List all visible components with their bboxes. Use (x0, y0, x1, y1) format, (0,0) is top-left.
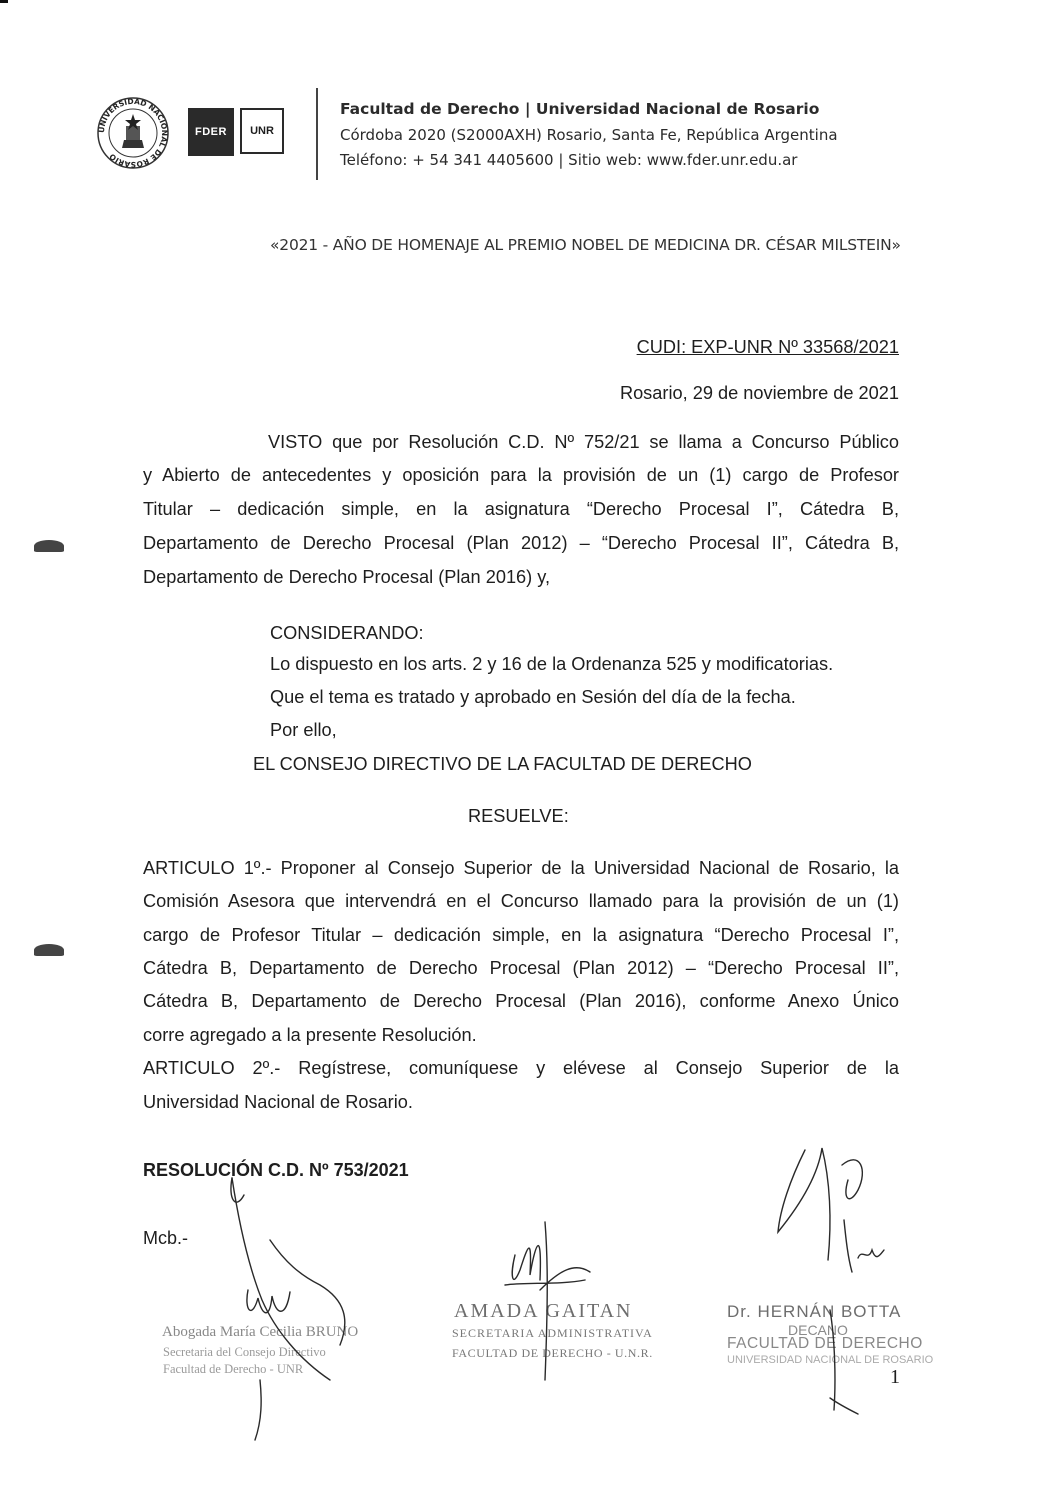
seal-text: UNIVERSIDAD NACIONAL DE ROSARIO (96, 96, 170, 170)
stamp-botta-title: DECANO (788, 1322, 848, 1338)
visto-line: VISTO que por Resolución C.D. Nº 752/21 se llama a Concurso Público (268, 432, 899, 452)
university-seal-logo (96, 96, 170, 170)
visto-line: Titular – dedicación simple, en la asignatura “Derecho Procesal I”, Cátedra B, (143, 499, 899, 519)
articulo-line: ARTICULO 2º.- Regístrese, comuníquese y elévese al Consejo Superior de la (143, 1058, 899, 1078)
considerando-line: Por ello, (270, 720, 337, 740)
fder-logo: FDER (188, 108, 234, 156)
hole-punch-mark (34, 944, 64, 956)
stamp-botta-university: UNIVERSIDAD NACIONAL DE ROSARIO (727, 1354, 934, 1366)
articulo-line: Comisión Asesora que intervendrá en el Concurso llamado para la provisión de un (1) (143, 891, 899, 911)
articulo-line: Universidad Nacional de Rosario. (143, 1092, 413, 1112)
stamp-gaitan-name: AMADA GAITAN (454, 1300, 633, 1322)
articulo-line: cargo de Profesor Titular – dedicación simple, en la asignatura “Derecho Procesal I”, (143, 925, 899, 945)
articulo-line: Cátedra B, Departamento de Derecho Procesal (Plan 2016), conforme Anexo Único (143, 991, 899, 1011)
stamp-bruno-org: Facultad de Derecho - UNR (163, 1362, 304, 1376)
header-address: Córdoba 2020 (S2000AXH) Rosario, Santa Fe, República Argentina (340, 126, 838, 144)
considerando-heading: CONSIDERANDO: (270, 623, 424, 643)
hole-punch-mark (34, 540, 64, 552)
place-date: Rosario, 29 de noviembre de 2021 (619, 383, 899, 403)
considerando-line: Que el tema es tratado y aprobado en Sesión del día de la fecha. (270, 687, 796, 707)
stamp-gaitan-org: FACULTAD DE DERECHO - U.N.R. (452, 1346, 653, 1360)
header-contact: Teléfono: + 54 341 4405600 | Sitio web: www.fder.unr.edu.ar (340, 151, 798, 169)
page-number: 1 (890, 1366, 900, 1388)
scan-mark (0, 0, 8, 3)
stamp-gaitan-title: SECRETARIA ADMINISTRATIVA (452, 1326, 653, 1340)
unr-logo: UNR (240, 108, 284, 154)
visto-line: Departamento de Derecho Procesal (Plan 2012) – “Derecho Procesal II”, Cátedra B, (143, 533, 899, 553)
stamp-bruno-title: Secretaria del Consejo Directivo (163, 1345, 326, 1359)
visto-line: y Abierto de antecedentes y oposición para la provisión de un (1) cargo de Profesor (143, 465, 899, 485)
header-divider (316, 88, 318, 180)
header-institution: Facultad de Derecho | Universidad Nacional de Rosario (340, 100, 820, 118)
articulo-line: ARTICULO 1º.- Proponer al Consejo Superior de la Universidad Nacional de Rosario, la (143, 858, 899, 878)
consejo-heading: EL CONSEJO DIRECTIVO DE LA FACULTAD DE DERECHO (253, 754, 752, 774)
resuelve-heading: RESUELVE: (468, 806, 569, 826)
signature-botta (778, 1148, 830, 1260)
visto-line: Departamento de Derecho Procesal (Plan 2016) y, (143, 567, 551, 587)
articulo-line: Cátedra B, Departamento de Derecho Procesal (Plan 2012) – “Derecho Procesal II”, (143, 958, 899, 978)
year-motto: «2021 - AÑO DE HOMENAJE AL PREMIO NOBEL DE MEDICINA DR. CÉSAR MILSTEIN» (270, 236, 901, 254)
resolution-number: RESOLUCIÓN C.D. Nº 753/2021 (143, 1160, 409, 1180)
stamp-botta-org: FACULTAD DE DERECHO (727, 1335, 923, 1352)
initials: Mcb.- (143, 1228, 188, 1248)
expediente-number: CUDI: EXP-UNR Nº 33568/2021 (636, 337, 899, 357)
articulo-line: corre agregado a la presente Resolución. (143, 1025, 477, 1045)
considerando-line: Lo dispuesto en los arts. 2 y 16 de la Ordenanza 525 y modificatorias. (270, 654, 834, 674)
stamp-botta-name: Dr. HERNÁN BOTTA (727, 1302, 902, 1321)
stamp-bruno-name: Abogada María Cecilia BRUNO (162, 1324, 359, 1340)
signature-gaitan (512, 1246, 540, 1280)
